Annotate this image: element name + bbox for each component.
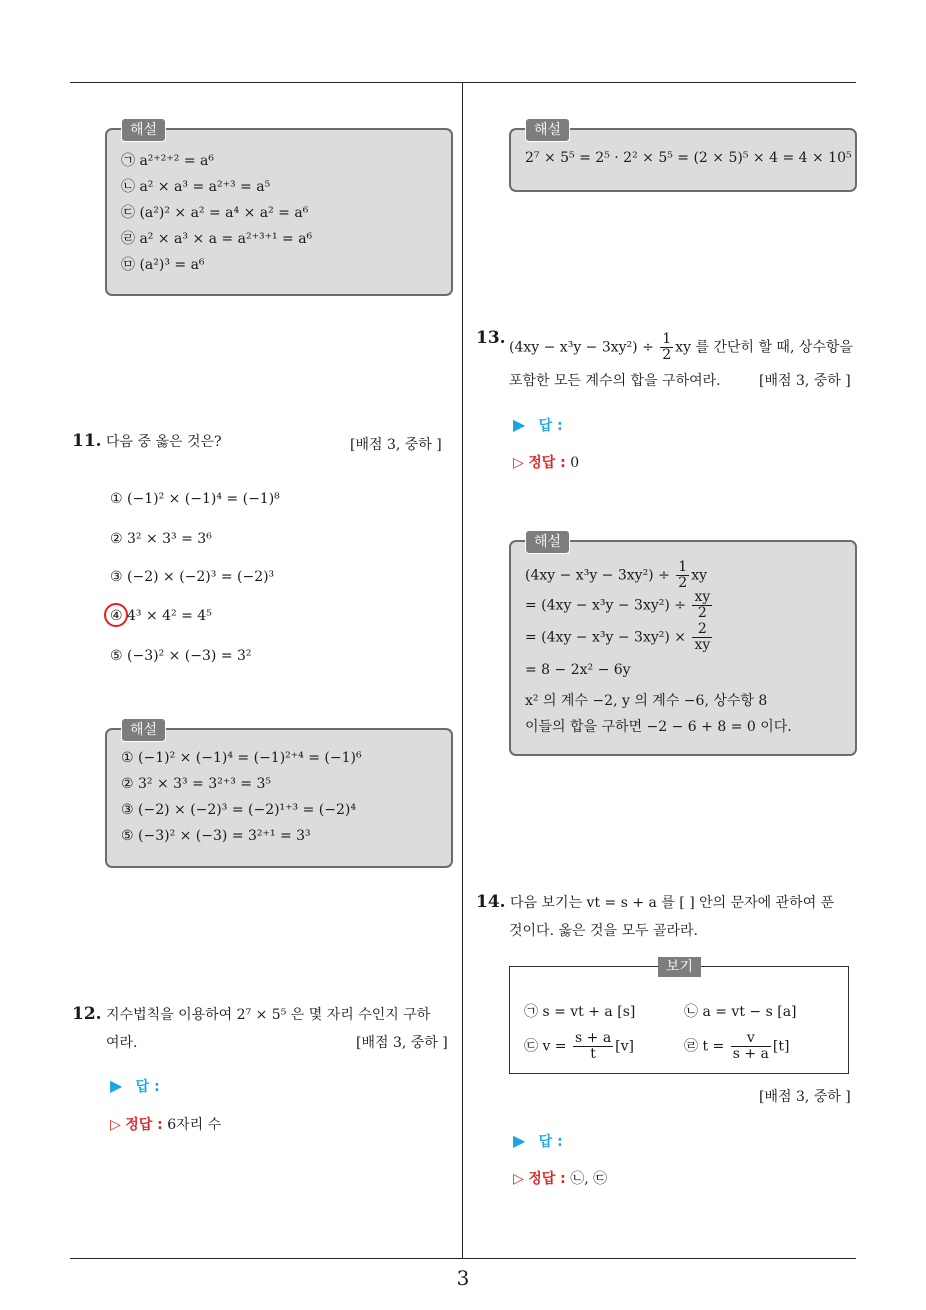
question-12 — [72, 1004, 430, 1024]
fraction: $\frac{2}{xy}$ — [694, 621, 711, 653]
explanation-line: ⑤ (−3)² × (−3) = 3²⁺¹ = 3³ — [121, 828, 311, 844]
question-text: 다음 중 옳은 것은? — [106, 434, 222, 450]
explanation-box-13 — [509, 534, 857, 756]
question-number: 11. — [72, 431, 102, 451]
correct-value: ㉡, ㉢ — [570, 1171, 608, 1187]
explanation-line: ㉡ a² × a³ = a²⁺³ = a⁵ — [121, 179, 271, 195]
column-divider — [462, 83, 463, 1258]
explanation-tag: 해설 — [121, 118, 166, 142]
fraction: $\frac{s + a}{t}$ — [575, 1030, 612, 1062]
explanation-line: ① (−1)² × (−1)⁴ = (−1)²⁺⁴ = (−1)⁶ — [121, 750, 362, 766]
question-expr: (4xy − x³y − 3xy²) ÷ — [509, 339, 654, 356]
explanation-box-12 — [509, 122, 857, 192]
option-4[interactable]: ④ 4³ × 4² = 4⁵ — [110, 608, 212, 624]
fraction: $\frac{1}{2}$ — [662, 331, 672, 363]
correct-answer-row — [110, 1114, 221, 1134]
question-text-line2: 여라. — [106, 1035, 138, 1051]
correct-value: 6자리 수 — [167, 1117, 222, 1133]
fraction: $\frac{1}{2}$ — [678, 559, 688, 591]
explanation-box-10 — [105, 122, 453, 296]
explanation-line: = (4xy − x³y − 3xy²) ÷ $\frac{xy}{2}$ — [525, 589, 711, 621]
option-5[interactable]: ⑤ (−3)² × (−3) = 3² — [110, 648, 252, 664]
explanation-line: (4xy − x³y − 3xy²) ÷ $\frac{1}{2}$ xy — [525, 559, 708, 591]
example-item: ㉢ v = $\frac{s + a}{t}$ [v] — [524, 1030, 635, 1062]
answer-label: 답 : — [538, 418, 563, 434]
correct-value: 0 — [570, 455, 580, 471]
correct-label: 정답 : — [528, 1171, 566, 1187]
question-meta: [배점 3, 중하 ] — [759, 1089, 851, 1105]
question-13 — [476, 328, 506, 348]
question-text-line2: 것이다. 옳은 것을 모두 골라라. — [509, 923, 698, 939]
question-number: 14. — [476, 892, 506, 912]
explanation-line: 2⁷ × 5⁵ = 2⁵ · 2² × 5⁵ = (2 × 5)⁵ × 4 = 4 × 10⁵ — [525, 150, 852, 166]
correct-label: 정답 : — [125, 1117, 163, 1133]
answer-label: 답 : — [538, 1134, 563, 1150]
question-text: 지수법칙을 이용하여 2⁷ × 5⁵ 은 몇 자리 수인지 구하 — [106, 1007, 431, 1023]
explanation-tag: 해설 — [525, 530, 570, 554]
fraction: $\frac{v}{s + a}$ — [732, 1030, 769, 1062]
question-number: 13. — [476, 328, 506, 348]
explanation-line: 이들의 합을 구하면 −2 − 6 + 8 = 0 이다. — [525, 719, 792, 735]
question-expr: xy 를 간단히 할 때, 상수항을 — [675, 339, 853, 356]
question-text — [509, 332, 853, 363]
page-number: 3 — [456, 1266, 470, 1290]
answer-arrow-icon: ▶ — [513, 1131, 526, 1150]
question-14 — [476, 892, 834, 912]
bottom-rule — [70, 1258, 856, 1259]
answer-label: 답 : — [135, 1079, 160, 1095]
explanation-line: ㉢ (a²)² × a² = a⁴ × a² = a⁶ — [121, 205, 309, 221]
correct-answer-row — [513, 1168, 607, 1188]
option-3[interactable]: ③ (−2) × (−2)³ = (−2)³ — [110, 569, 275, 585]
fraction: $\frac{xy}{2}$ — [694, 589, 711, 621]
selected-answer-circle — [104, 603, 128, 627]
question-text: 다음 보기는 vt = s + a 를 [ ] 안의 문자에 관하여 푼 — [510, 895, 835, 911]
question-11 — [72, 431, 222, 451]
correct-answer-row — [513, 452, 579, 472]
question-meta: [배점 3, 중하 ] — [350, 437, 442, 453]
correct-arrow-icon: ▷ — [513, 1171, 524, 1187]
answer-row — [513, 1131, 563, 1151]
question-number: 12. — [72, 1004, 102, 1024]
correct-label: 정답 : — [528, 455, 566, 471]
answer-row — [110, 1076, 160, 1096]
explanation-line: ③ (−2) × (−2)³ = (−2)¹⁺³ = (−2)⁴ — [121, 802, 356, 818]
correct-arrow-icon: ▷ — [110, 1117, 121, 1133]
correct-arrow-icon: ▷ — [513, 455, 524, 471]
explanation-line: = (4xy − x³y − 3xy²) × $\frac{2}{xy}$ — [525, 621, 711, 653]
answer-arrow-icon: ▶ — [110, 1076, 123, 1095]
option-2[interactable]: ② 3² × 3³ = 3⁶ — [110, 531, 212, 547]
explanation-line: = 8 − 2x² − 6y — [525, 662, 631, 678]
answer-row — [513, 415, 563, 435]
question-text-line2: 포함한 모든 계수의 합을 구하여라. — [509, 373, 721, 389]
example-item: ㉣ t = $\frac{v}{s + a}$ [t] — [684, 1030, 790, 1062]
example-item: ㉠ s = vt + a [s] — [524, 1004, 636, 1020]
example-box — [509, 959, 849, 1074]
question-meta: [배점 3, 중하 ] — [759, 373, 851, 389]
top-rule — [70, 82, 856, 83]
explanation-line: x² 의 계수 −2, y 의 계수 −6, 상수항 8 — [525, 693, 768, 709]
explanation-tag: 해설 — [121, 718, 166, 742]
option-1[interactable]: ① (−1)² × (−1)⁴ = (−1)⁸ — [110, 491, 280, 507]
question-meta: [배점 3, 중하 ] — [356, 1035, 448, 1051]
explanation-line: ㉣ a² × a³ × a = a²⁺³⁺¹ = a⁶ — [121, 231, 313, 247]
explanation-line: ㉤ (a²)³ = a⁶ — [121, 257, 205, 273]
answer-arrow-icon: ▶ — [513, 415, 526, 434]
explanation-line: ㉠ a²⁺²⁺² = a⁶ — [121, 153, 215, 169]
explanation-box-11 — [105, 722, 453, 868]
explanation-line: ② 3² × 3³ = 3²⁺³ = 3⁵ — [121, 776, 271, 792]
example-tag: 보기 — [658, 957, 701, 977]
explanation-tag: 해설 — [525, 118, 570, 142]
example-item: ㉡ a = vt − s [a] — [684, 1004, 797, 1020]
